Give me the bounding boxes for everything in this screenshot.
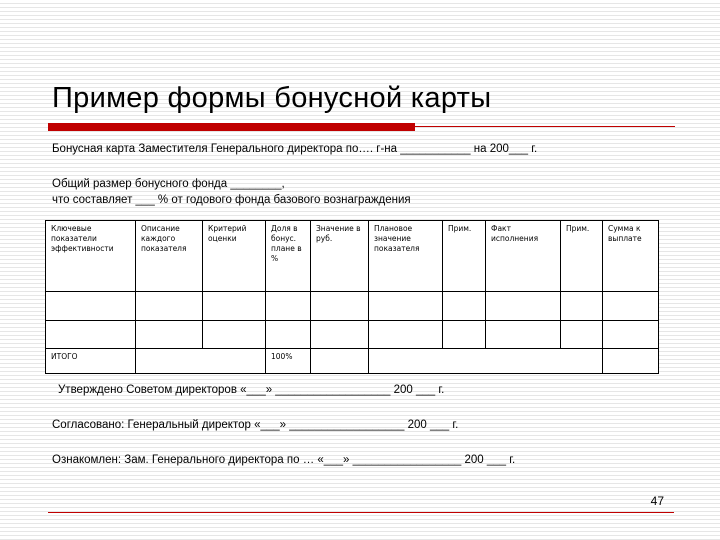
table-cell[interactable] bbox=[136, 292, 203, 321]
header-cell: Доля в бонус. плане в % bbox=[266, 221, 311, 292]
table-cell[interactable] bbox=[203, 292, 266, 321]
table-cell[interactable] bbox=[369, 349, 603, 374]
table-cell[interactable] bbox=[443, 292, 486, 321]
table-cell[interactable] bbox=[136, 349, 266, 374]
agreed-line: Согласовано: Генеральный директор «___» __________________ 200 ___ г. bbox=[52, 419, 459, 431]
header-cell: Прим. bbox=[443, 221, 486, 292]
header-cell: Факт исполнения bbox=[486, 221, 561, 292]
table-cell[interactable] bbox=[561, 321, 603, 349]
header-cell: Прим. bbox=[561, 221, 603, 292]
table-cell[interactable] bbox=[46, 321, 136, 349]
table-cell[interactable] bbox=[311, 321, 369, 349]
title-accent-line bbox=[415, 126, 675, 127]
bonus-fund-size: Общий размер бонусного фонда ________, bbox=[52, 178, 285, 190]
header-cell: Значение в руб. bbox=[311, 221, 369, 292]
header-cell: Ключевые показатели эффективности bbox=[46, 221, 136, 292]
table-cell[interactable] bbox=[203, 321, 266, 349]
table-row bbox=[46, 292, 659, 321]
table-cell[interactable] bbox=[443, 321, 486, 349]
table-cell[interactable] bbox=[46, 292, 136, 321]
acknowledged-line: Ознакомлен: Зам. Генерального директора по … «___» _________________ 200 ___ г. bbox=[52, 454, 516, 466]
table-cell[interactable] bbox=[136, 321, 203, 349]
total-share: 100% bbox=[266, 349, 311, 374]
table-cell[interactable] bbox=[311, 349, 369, 374]
table-header-row bbox=[46, 221, 659, 292]
header-cell: Критерий оценки bbox=[203, 221, 266, 292]
header-cell: Плановое значение показателя bbox=[369, 221, 443, 292]
bonus-card-table bbox=[45, 220, 659, 374]
table-cell[interactable] bbox=[369, 292, 443, 321]
table-cell[interactable] bbox=[486, 321, 561, 349]
total-label: ИТОГО bbox=[46, 349, 136, 374]
table-cell[interactable] bbox=[266, 292, 311, 321]
header-cell: Сумма к выплате bbox=[603, 221, 659, 292]
approved-line: Утверждено Советом директоров «___» __________________ 200 ___ г. bbox=[58, 384, 445, 396]
bonus-fund-percent: что составляет ___ % от годового фонда базового вознаграждения bbox=[52, 194, 411, 206]
table-cell[interactable] bbox=[603, 321, 659, 349]
table-cell[interactable] bbox=[561, 292, 603, 321]
title-accent-bar bbox=[48, 123, 415, 131]
table-cell[interactable] bbox=[603, 349, 659, 374]
table-cell[interactable] bbox=[369, 321, 443, 349]
table-cell[interactable] bbox=[311, 292, 369, 321]
page-number: 47 bbox=[650, 494, 664, 508]
bonus-card-heading: Бонусная карта Заместителя Генерального директора по…. г-на ___________ на 200___ г. bbox=[52, 143, 538, 155]
footer-line bbox=[48, 512, 674, 513]
slide-title: Пример формы бонусной карты bbox=[52, 82, 492, 114]
table-total-row bbox=[46, 349, 659, 374]
table-cell[interactable] bbox=[603, 292, 659, 321]
table-cell[interactable] bbox=[266, 321, 311, 349]
table-cell[interactable] bbox=[486, 292, 561, 321]
table-row bbox=[46, 321, 659, 349]
header-cell: Описание каждого показателя bbox=[136, 221, 203, 292]
